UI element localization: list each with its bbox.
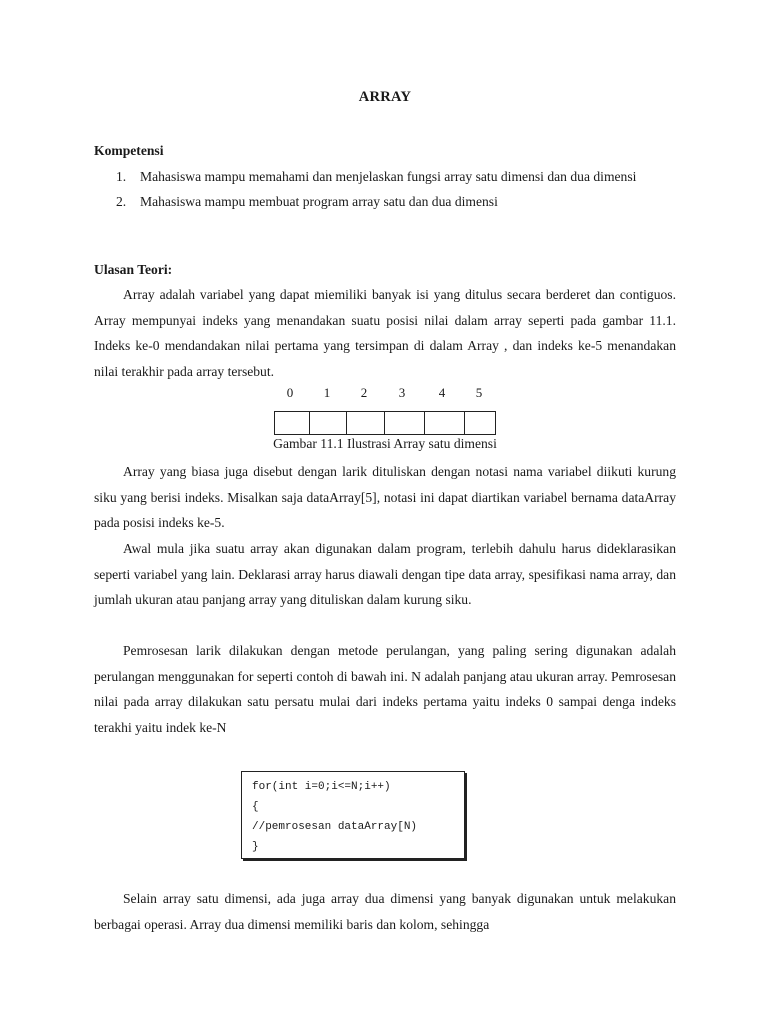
array-index: 2 xyxy=(360,385,368,400)
ulasan-teori-heading: Ulasan Teori: xyxy=(94,262,173,277)
array-index: 4 xyxy=(438,385,446,400)
list-item-text: Mahasiswa mampu membuat program array satu dan dua dimensi xyxy=(140,194,498,209)
code-line: } xyxy=(252,841,259,853)
list-item-text: Mahasiswa mampu memahami dan menjelaskan fungsi array satu dimensi dan dua dimensi xyxy=(140,169,637,184)
array-cell xyxy=(464,411,496,435)
figure-caption: Gambar 11.1 Ilustrasi Array satu dimensi xyxy=(273,436,497,451)
array-cells xyxy=(274,411,496,435)
code-snippet xyxy=(241,771,465,859)
array-cell xyxy=(424,411,464,435)
array-index: 0 xyxy=(286,385,294,400)
array-index-row xyxy=(274,385,496,405)
array-index: 3 xyxy=(398,385,406,400)
code-line: { xyxy=(252,801,259,813)
array-cell xyxy=(346,411,384,435)
list-item xyxy=(94,164,676,189)
code-line: for(int i=0;i<=N;i++) xyxy=(252,781,391,793)
array-index: 1 xyxy=(323,385,331,400)
list-item xyxy=(94,189,676,214)
list-item-number: 1. xyxy=(116,169,127,184)
paragraph-5: Selain array satu dimensi, ada juga array dua dimensi yang banyak digunakan untuk melakukan berbagai operasi. Array dua dimensi memiliki baris dan kolom, sehingga xyxy=(94,891,676,932)
array-cell xyxy=(274,411,309,435)
array-cell xyxy=(309,411,346,435)
kompetensi-list xyxy=(94,164,676,214)
paragraph-2: Array yang biasa juga disebut dengan larik dituliskan dengan notasi nama variabel diikuti kurung siku yang berisi indeks. Misalkan saja dataArray[5], notasi ini dapat diartikan variabel bernama dataArray pada posisi indeks ke-5. xyxy=(94,464,676,531)
paragraph-1: Array adalah variabel yang dapat miemiliki banyak isi yang ditulus secara berderet dan contiguos. Array mempunyai indeks yang menandakan suatu posisi nilai dalam array seperti pada gambar 11.1. Indeks ke-0 mendandakan nilai pertama yang tersimpan di dalam Array , dan indeks ke-5 menandakan nilai terakhir pada array tersebut. xyxy=(94,287,676,379)
paragraph-3: Awal mula jika suatu array akan digunakan dalam program, terlebih dahulu harus dideklarasikan seperti variabel yang lain. Deklarasi array harus diawali dengan tipe data array, spesifikasi nama array, dan jumlah ukuran atau panjang array yang dituliskan dalam kurung siku. xyxy=(94,541,676,608)
paragraph-4: Pemrosesan larik dilakukan dengan metode perulangan, yang paling sering digunakan adalah perulangan menggunakan for seperti contoh di bawah ini. N adalah panjang atau ukuran array. Pemrosesan nilai pada array dilakukan satu persatu mulai dari indeks pertama yaitu indeks 0 sampai denga indeks terakhi yaitu indek ke-N xyxy=(94,643,676,735)
code-line: //pemrosesan dataArray[N) xyxy=(252,821,418,833)
array-index: 5 xyxy=(475,385,483,400)
array-cell xyxy=(384,411,424,435)
list-item-number: 2. xyxy=(116,194,127,209)
kompetensi-heading: Kompetensi xyxy=(94,143,164,158)
page-title: ARRAY xyxy=(358,89,412,105)
